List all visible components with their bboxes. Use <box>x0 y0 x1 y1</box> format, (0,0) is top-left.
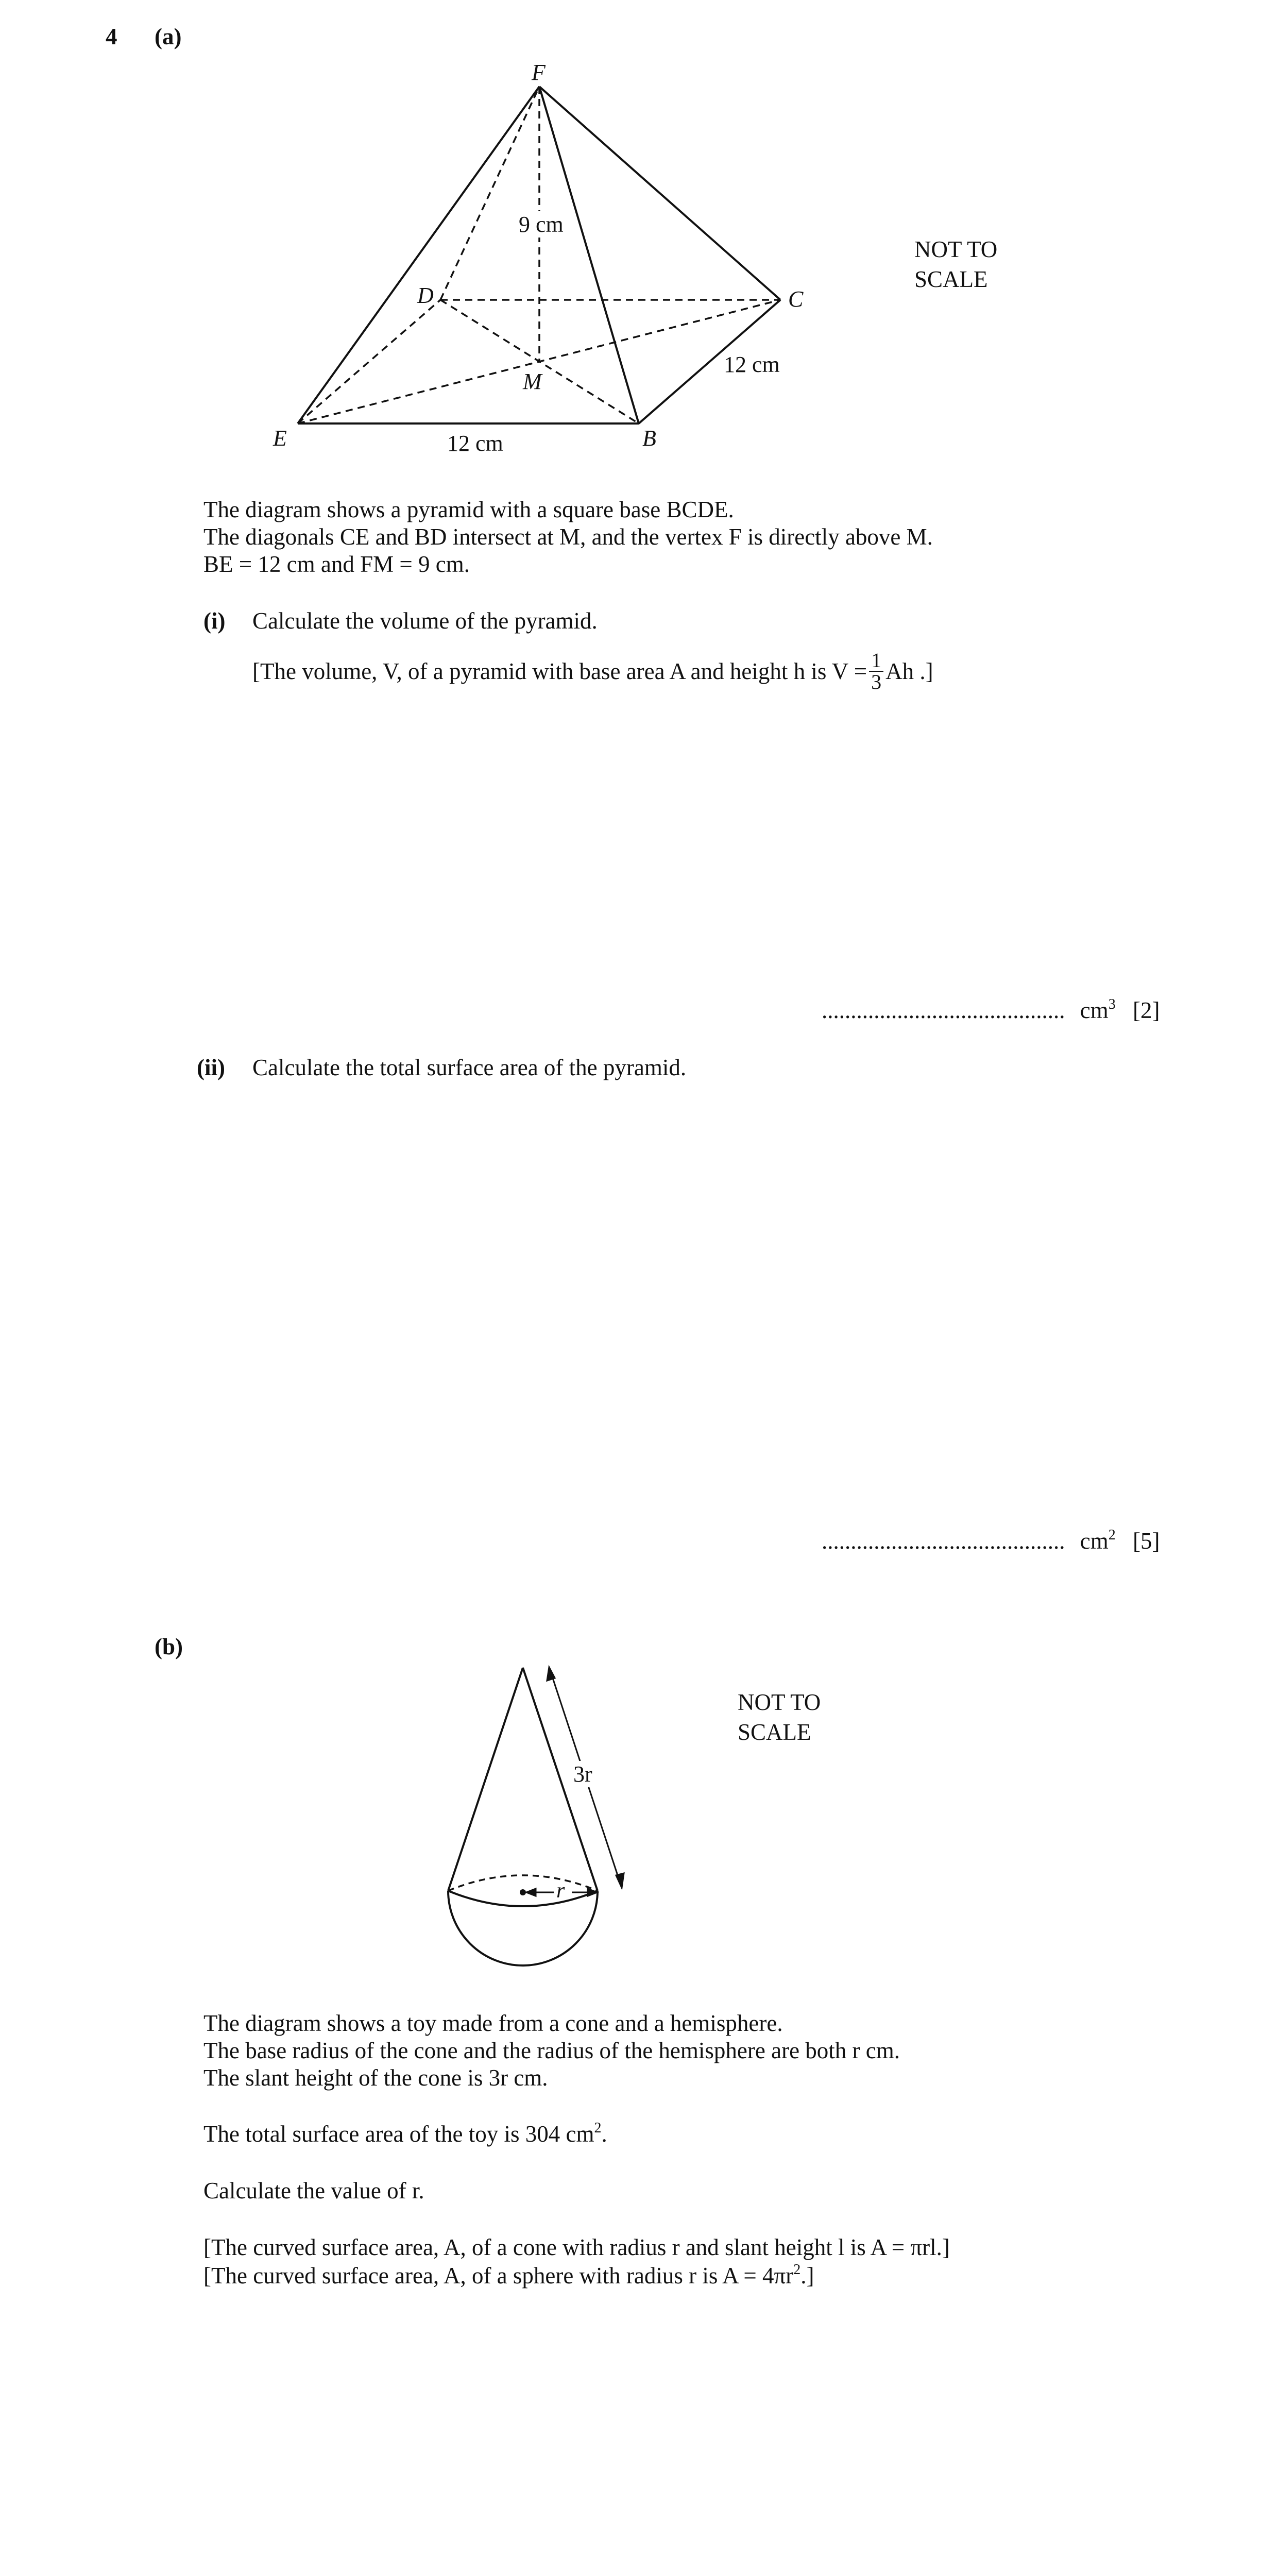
label-vertex-F: F <box>532 60 546 85</box>
part-b-text-1: The diagram shows a toy made from a cone and a hemisphere. <box>203 2010 783 2036</box>
not-to-scale-b-line1: NOT TO <box>738 1689 821 1715</box>
not-to-scale-a <box>914 234 997 294</box>
surface-area-power: 2 <box>594 2120 602 2136</box>
pyramid-diagram <box>0 0 1278 464</box>
part-a-text-2: The diagonals CE and BD intersect at M, and the vertex F is directly above M. <box>203 524 933 550</box>
part-b-text-3: The slant height of the cone is 3r cm. <box>203 2065 548 2091</box>
answer-line-surface-area[interactable] <box>822 1528 1160 1554</box>
slant-label-text: 3r <box>573 1761 592 1787</box>
surface-area-statement <box>203 2120 607 2148</box>
rim-back <box>448 1875 598 1891</box>
cone-left-edge <box>448 1668 523 1891</box>
hemisphere <box>448 1891 598 1965</box>
question-number: 4 <box>106 24 117 49</box>
not-to-scale-b <box>738 1687 821 1747</box>
edge-FC <box>539 87 780 300</box>
part-b-instruction: Calculate the value of r. <box>203 2178 424 2204</box>
answer-unit: cm <box>1080 997 1109 1023</box>
edge-EF <box>298 87 539 423</box>
part-b-label: (b) <box>155 1634 183 1659</box>
formula-sphere-suffix: .] <box>800 2263 814 2289</box>
edge-ED <box>298 300 440 423</box>
not-to-scale-b-line2: SCALE <box>738 1719 811 1745</box>
label-slant <box>572 1761 594 1787</box>
formula-cone: [The curved surface area, A, of a cone with radius r and slant height l is A = πrl.] <box>203 2234 950 2260</box>
label-radius: r <box>556 1879 565 1903</box>
answer-unit-power: 2 <box>1108 1527 1116 1543</box>
marks: [2] <box>1132 997 1160 1023</box>
label-vertex-D: D <box>417 283 434 308</box>
label-side-EB: 12 cm <box>447 431 503 456</box>
answer-dots[interactable]: .......................................... <box>822 1528 1065 1554</box>
slant-arrowhead-top <box>547 1667 555 1681</box>
sub-i-label: (i) <box>203 608 226 634</box>
formula-sphere <box>203 2262 814 2290</box>
label-side-BC: 12 cm <box>724 352 780 377</box>
part-b-text-2: The base radius of the cone and the radius of the hemisphere are both r cm. <box>203 2038 900 2063</box>
formula-sphere-power: 2 <box>793 2262 801 2278</box>
volume-formula-suffix: Ah .] <box>885 658 933 684</box>
cone-hemisphere-diagram <box>0 1638 1278 1978</box>
sub-ii-label: (ii) <box>197 1055 225 1080</box>
answer-line-volume[interactable] <box>822 997 1160 1024</box>
slant-arrowhead-bottom <box>616 1873 624 1888</box>
volume-formula <box>252 650 933 692</box>
part-a-text-1: The diagram shows a pyramid with a square base BCDE. <box>203 497 734 522</box>
volume-formula-prefix: [The volume, V, of a pyramid with base area A and height h is V = <box>252 658 867 684</box>
radius-arrowhead-right <box>588 1889 597 1896</box>
label-height: 9 cm <box>519 212 564 237</box>
sub-ii-text: Calculate the total surface area of the pyramid. <box>252 1055 687 1080</box>
answer-unit: cm <box>1080 1528 1109 1554</box>
formula-sphere-prefix: [The curved surface area, A, of a sphere with radius r is A = 4πr <box>203 2263 794 2289</box>
edge-FB <box>539 87 639 423</box>
answer-dots[interactable]: .......................................... <box>822 997 1065 1023</box>
label-vertex-C: C <box>788 286 804 312</box>
label-vertex-E: E <box>273 426 287 451</box>
fraction-denominator: 3 <box>871 670 882 693</box>
part-a-text-3: BE = 12 cm and FM = 9 cm. <box>203 551 470 577</box>
label-vertex-B: B <box>642 426 656 451</box>
volume-formula-fraction <box>869 650 883 692</box>
edge-DF <box>440 87 539 300</box>
label-vertex-M: M <box>523 369 542 394</box>
surface-area-end: . <box>601 2121 607 2147</box>
marks: [5] <box>1132 1528 1160 1554</box>
not-to-scale-a-line2: SCALE <box>914 266 988 292</box>
surface-area-text: The total surface area of the toy is 304 cm <box>203 2121 594 2147</box>
fraction-numerator: 1 <box>869 650 883 672</box>
answer-unit-power: 3 <box>1108 996 1116 1012</box>
radius-arrowhead-left <box>526 1889 536 1896</box>
not-to-scale-a-line1: NOT TO <box>914 236 998 262</box>
part-a-label: (a) <box>155 24 182 49</box>
sub-i-text: Calculate the volume of the pyramid. <box>252 608 598 634</box>
